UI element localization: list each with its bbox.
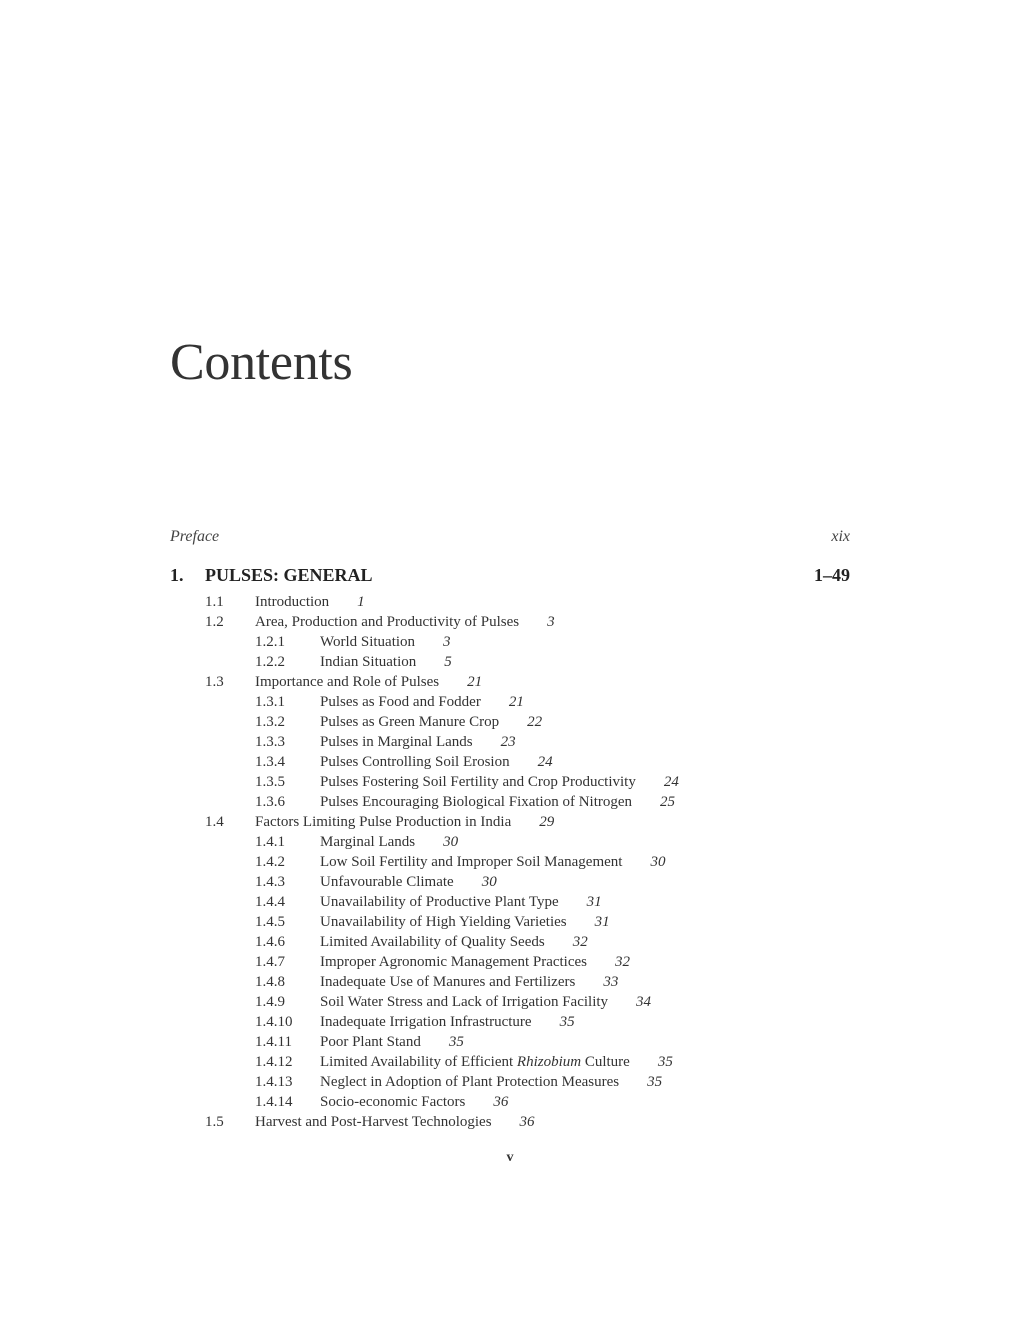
toc-entry[interactable] <box>0 812 1020 832</box>
toc-entry-page: 30 <box>443 834 459 850</box>
toc-entry[interactable] <box>0 652 1020 672</box>
toc-entry-text: Unavailability of Productive Plant Type <box>320 894 559 910</box>
toc-entry-number: 1.4.4 <box>255 894 285 910</box>
toc-entry-title <box>255 672 482 692</box>
toc-entry-page: 35 <box>657 1054 673 1070</box>
toc-entry-number: 1.4.10 <box>255 1014 293 1030</box>
toc-entry-text: World Situation <box>320 634 416 650</box>
toc-entry-text: Limited Availability of Efficient <box>320 1054 517 1070</box>
toc-entry-page: 3 <box>443 634 451 650</box>
toc-entry-title <box>320 852 665 872</box>
toc-entry-number: 1.3.6 <box>255 794 285 810</box>
toc-entry-text: Improper Agronomic Management Practices <box>320 954 587 970</box>
toc-entry-number: 1.3.2 <box>255 714 285 730</box>
toc-entry[interactable] <box>0 672 1020 692</box>
toc-entry[interactable] <box>0 592 1020 612</box>
toc-entry-page: 31 <box>594 914 610 930</box>
contents-title: Contents <box>170 334 353 391</box>
chapter-page-range: 1–49 <box>814 565 850 585</box>
toc-entry-number: 1.3 <box>205 674 224 690</box>
toc-entry-text: Unfavourable Climate <box>320 874 454 890</box>
toc-entry-text: Inadequate Irrigation Infrastructure <box>320 1014 532 1030</box>
toc-entry-list <box>0 592 1020 1132</box>
toc-entry-number: 1.4 <box>205 814 224 830</box>
toc-entry-title <box>255 612 555 632</box>
toc-entry[interactable] <box>0 692 1020 712</box>
chapter-number: 1. <box>170 565 184 585</box>
toc-entry[interactable] <box>0 632 1020 652</box>
toc-entry[interactable] <box>0 832 1020 852</box>
toc-entry-number: 1.3.5 <box>255 774 285 790</box>
toc-entry-text: Soil Water Stress and Lack of Irrigation Facility <box>320 994 609 1010</box>
toc-entry-text: Marginal Lands <box>320 834 416 850</box>
toc-entry-page: 24 <box>663 774 679 790</box>
toc-entry[interactable] <box>0 1032 1020 1052</box>
toc-entry[interactable] <box>0 772 1020 792</box>
toc-entry-title <box>255 1112 535 1132</box>
toc-entry[interactable] <box>0 1092 1020 1112</box>
toc-entry[interactable] <box>0 972 1020 992</box>
toc-entry-page: 35 <box>448 1034 464 1050</box>
toc-entry-title <box>320 972 618 992</box>
toc-entry-text-after: Culture <box>581 1054 630 1070</box>
toc-entry-title <box>320 892 602 912</box>
toc-entry-page: 30 <box>650 854 666 870</box>
toc-entry-text: Poor Plant Stand <box>320 1034 421 1050</box>
toc-entry-page: 25 <box>660 794 676 810</box>
toc-entry-number: 1.4.11 <box>255 1034 292 1050</box>
toc-entry-text: Importance and Role of Pulses <box>255 674 440 690</box>
preface-entry-page: xix <box>831 528 850 545</box>
toc-entry-title <box>320 1032 464 1052</box>
toc-entry-page: 32 <box>615 954 630 970</box>
toc-entry[interactable] <box>0 1112 1020 1132</box>
toc-entry-page: 35 <box>647 1074 663 1090</box>
toc-entry-text: Factors Limiting Pulse Production in India <box>255 814 512 830</box>
toc-entry-text: Pulses Controlling Soil Erosion <box>320 754 510 770</box>
toc-entry-text: Inadequate Use of Manures and Fertilizers <box>320 974 576 990</box>
toc-entry-text: Pulses Fostering Soil Fertility and Crop Productivity <box>320 774 636 790</box>
toc-entry[interactable] <box>0 992 1020 1012</box>
toc-entry-page: 21 <box>467 674 483 690</box>
toc-entry-page: 24 <box>537 754 553 770</box>
toc-entry-page: 1 <box>357 594 365 610</box>
toc-entry[interactable] <box>0 952 1020 972</box>
toc-entry-text: Low Soil Fertility and Improper Soil Management <box>320 854 623 870</box>
toc-entry-text: Pulses Encouraging Biological Fixation of Nitrogen <box>320 794 633 810</box>
toc-entry[interactable] <box>0 1012 1020 1032</box>
toc-entry-text: Area, Production and Productivity of Pulses <box>255 614 520 630</box>
toc-entry-number: 1.4.5 <box>255 914 285 930</box>
toc-entry-number: 1.4.1 <box>255 834 285 850</box>
toc-entry[interactable] <box>0 1072 1020 1092</box>
toc-entry-number: 1.4.9 <box>255 994 285 1010</box>
toc-entry-page: 32 <box>572 934 588 950</box>
toc-entry-number: 1.4.13 <box>255 1074 293 1090</box>
toc-entry-title <box>255 812 554 832</box>
toc-entry-title <box>255 592 365 612</box>
toc-entry-number: 1.4.14 <box>255 1094 293 1110</box>
toc-entry[interactable] <box>0 792 1020 812</box>
toc-entry-italic-term: Rhizobium <box>516 1054 582 1070</box>
toc-entry-text: Socio-economic Factors <box>320 1094 466 1110</box>
toc-entry-text: Harvest and Post-Harvest Technologies <box>255 1114 492 1130</box>
toc-entry-title <box>320 772 679 792</box>
page-folio: v <box>506 1150 514 1165</box>
toc-entry-title <box>320 952 630 972</box>
toc-entry-number: 1.4.12 <box>255 1054 293 1070</box>
toc-entry-page: 23 <box>500 734 516 750</box>
toc-entry-title <box>320 652 452 672</box>
toc-entry-text: Unavailability of High Yielding Varieties <box>320 914 567 930</box>
toc-entry-title <box>320 932 588 952</box>
toc-entry-number: 1.4.8 <box>255 974 285 990</box>
toc-entry-number: 1.2 <box>205 614 224 630</box>
toc-entry[interactable] <box>0 612 1020 632</box>
toc-entry[interactable] <box>0 872 1020 892</box>
toc-entry-title <box>320 1012 575 1032</box>
toc-entry-title <box>320 832 458 852</box>
toc-entry-number: 1.4.2 <box>255 854 285 870</box>
toc-entry-number: 1.1 <box>205 594 224 610</box>
chapter-title[interactable]: PULSES: GENERAL <box>205 565 373 585</box>
toc-entry-page: 3 <box>547 614 555 630</box>
toc-entry-page: 36 <box>493 1094 509 1110</box>
toc-entry-text: Neglect in Adoption of Plant Protection Measures <box>320 1074 620 1090</box>
preface-entry-label[interactable]: Preface <box>170 528 220 545</box>
toc-entry-text: Pulses as Food and Fodder <box>320 694 481 710</box>
toc-entry-number: 1.5 <box>205 1114 224 1130</box>
toc-entry[interactable] <box>0 932 1020 952</box>
toc-entry-title <box>320 632 451 652</box>
toc-entry-title <box>320 792 675 812</box>
toc-entry-title <box>320 1052 673 1072</box>
toc-entry-page: 35 <box>559 1014 575 1030</box>
toc-entry[interactable] <box>0 752 1020 772</box>
toc-entry-title <box>320 732 516 752</box>
toc-entry-title <box>320 912 610 932</box>
toc-entry-page: 29 <box>539 814 555 830</box>
toc-entry-page: 5 <box>444 654 452 670</box>
toc-entry-page: 33 <box>603 974 619 990</box>
toc-entry-page: 34 <box>636 994 652 1010</box>
toc-entry-page: 22 <box>527 714 543 730</box>
toc-entry[interactable] <box>0 892 1020 912</box>
toc-entry-text: Indian Situation <box>320 654 417 670</box>
toc-entry-number: 1.4.6 <box>255 934 285 950</box>
toc-entry-text: Pulses in Marginal Lands <box>320 734 473 750</box>
toc-entry-number: 1.3.4 <box>255 754 285 770</box>
toc-entry-text: Limited Availability of Quality Seeds <box>320 934 545 950</box>
toc-entry-title <box>320 712 542 732</box>
toc-entry-title <box>320 1092 508 1112</box>
toc-entry[interactable] <box>0 852 1020 872</box>
toc-entry-text: Introduction <box>255 594 330 610</box>
toc-entry-title <box>320 1072 662 1092</box>
toc-entry-title <box>320 752 553 772</box>
toc-entry[interactable] <box>0 1052 1020 1072</box>
toc-entry-title <box>320 872 497 892</box>
toc-entry-number: 1.2.1 <box>255 634 285 650</box>
toc-entry-page: 30 <box>481 874 497 890</box>
toc-entry-number: 1.3.3 <box>255 734 285 750</box>
toc-entry-page: 31 <box>586 894 602 910</box>
toc-entry[interactable] <box>0 712 1020 732</box>
toc-entry-title <box>320 992 651 1012</box>
toc-entry-number: 1.3.1 <box>255 694 285 710</box>
toc-entry[interactable] <box>0 912 1020 932</box>
toc-entry-number: 1.4.7 <box>255 954 285 970</box>
toc-entry-text: Pulses as Green Manure Crop <box>320 714 500 730</box>
toc-entry-number: 1.4.3 <box>255 874 285 890</box>
toc-entry-page: 21 <box>508 694 524 710</box>
toc-entry-title <box>320 692 524 712</box>
toc-entry-page: 36 <box>519 1114 535 1130</box>
toc-entry-number: 1.2.2 <box>255 654 285 670</box>
toc-entry[interactable] <box>0 732 1020 752</box>
